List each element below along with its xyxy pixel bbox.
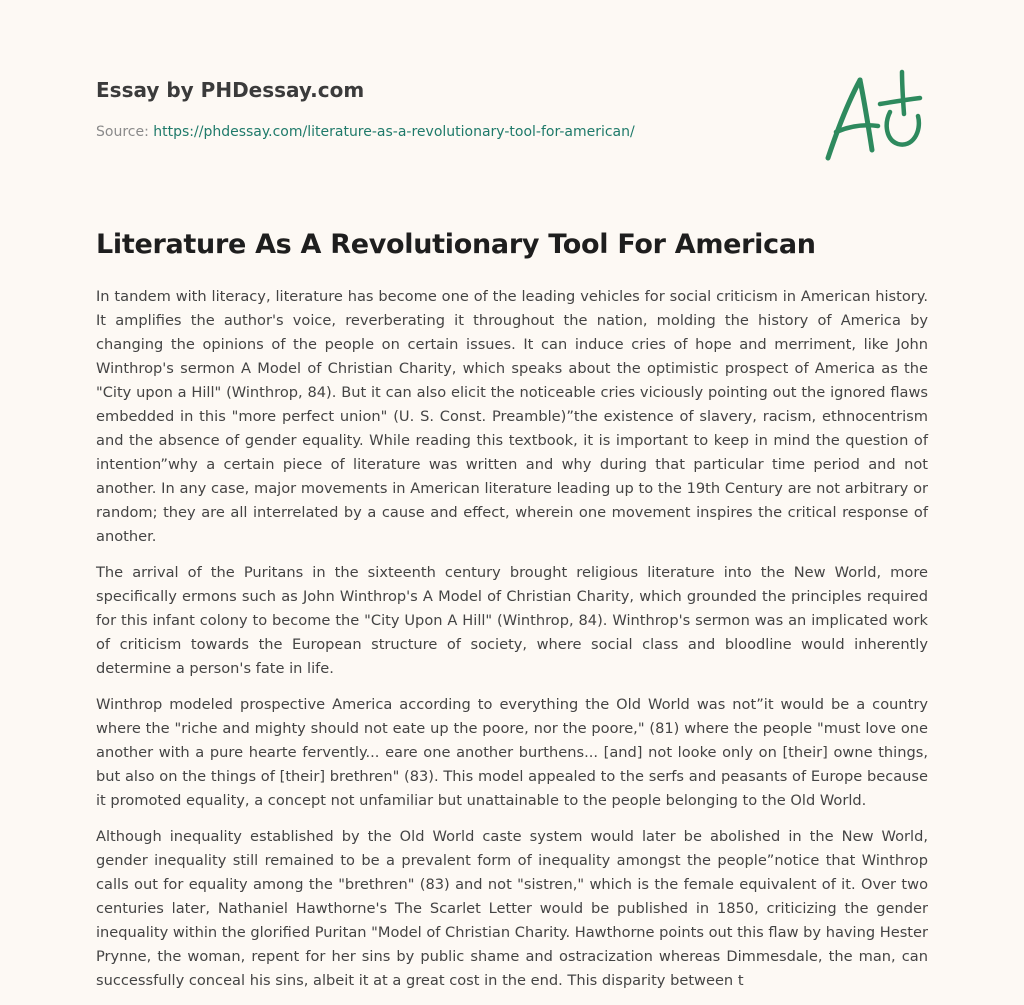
essay-paragraph: Winthrop modeled prospective America according to everything the Old World was not”it would be a country where the "riche and mighty should not eate up the poore, nor the poore," (81) where the people "must love one another with a pure hearte fervently... eare one another burthens... [and] not looke only on [their] owne things, but also on the things of [their] brethren" (83). This model appealed to the serfs and peasants of Europe because it promoted equality, a concept not unfamiliar but unattainable to the people belonging to the Old World. <box>96 696 928 809</box>
a-plus-grade-icon <box>820 66 930 166</box>
essay-header <box>96 76 796 141</box>
essay-body <box>96 285 928 1005</box>
essay-paragraph: In tandem with literacy, literature has become one of the leading vehicles for social criticism in American history. It amplifies the author's voice, reverberating it throughout the nation, molding the history of America by changing the opinions of the people on certain issues. It can induce cries of hope and merriment, like John Winthrop's sermon A Model of Christian Charity, which speaks about the optimistic prospect of America as the "City upon a Hill" (Winthrop, 84). But it can also elicit the noticeable cries viciously pointing out the ignored flaws embedded in this "more perfect union" (U. S. Const. Preamble)”the existence of slavery, racism, ethnocentrism and the absence of gender equality. While reading this textbook, it is important to keep in mind the question of intention”why a certain piece of literature was written and why during that particular time period and not another. In any case, major movements in American literature leading up to the 19th Century are not arbitrary or random; they are all interrelated by a cause and effect, wherein one movement inspires the critical response of another. <box>96 288 928 545</box>
source-line <box>96 123 796 141</box>
essay-paragraph: Although inequality established by the Old World caste system would later be abolished in the New World, gender inequality still remained to be a prevalent form of inequality amongst the people”notice that Winthrop calls out for equality among the "brethren" (83) and not "sistren," which is the female equivalent of it. Over two centuries later, Nathaniel Hawthorne's The Scarlet Letter would be published in 1850, criticizing the gender inequality within the glorified Puritan "Model of Christian Charity. Hawthorne points out this flaw by having Hester Prynne, the woman, repent for her sins by public shame and ostracization whereas Dimmesdale, the man, can successfully conceal his sins, albeit it at a great cost in the end. This disparity between t <box>96 828 928 989</box>
essay-title: Literature As A Revolutionary Tool For American <box>96 229 816 260</box>
site-title: Essay by PHDessay.com <box>96 78 365 102</box>
source-label: Source: <box>96 124 149 140</box>
source-link[interactable]: https://phdessay.com/literature-as-a-revolutionary-tool-for-american/ <box>153 124 635 140</box>
essay-paragraph: The arrival of the Puritans in the sixteenth century brought religious literature into the New World, more specifically ermons such as John Winthrop's A Model of Christian Charity, which grounded the principles required for this infant colony to become the "City Upon A Hill" (Winthrop, 84). Winthrop's sermon was an implicated work of criticism towards the European structure of society, where social class and bloodline would inherently determine a person's fate in life. <box>96 564 928 677</box>
